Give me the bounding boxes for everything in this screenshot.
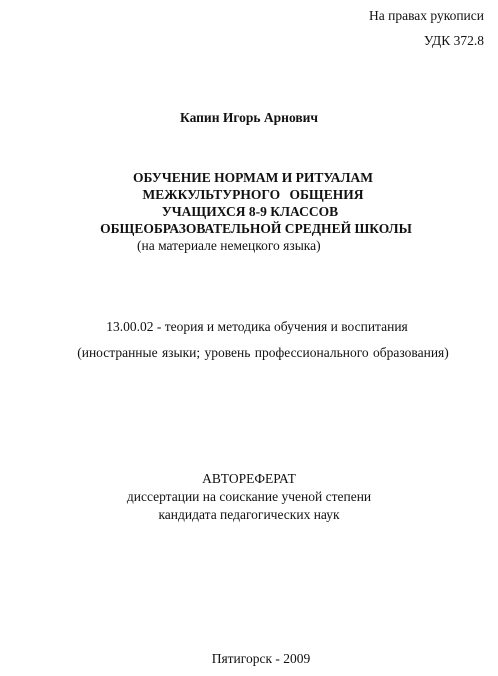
udc-code: УДК 372.8 bbox=[423, 33, 484, 48]
manuscript-rights-note: На правах рукописи bbox=[368, 8, 484, 23]
title-line-2: МЕЖКУЛЬТУРНОГО ОБЩЕНИЯ bbox=[142, 187, 364, 202]
title-line-3: УЧАЩИХСЯ 8-9 КЛАССОВ bbox=[161, 204, 339, 219]
abstract-field-line: кандидата педагогических наук bbox=[158, 507, 340, 522]
abstract-degree-line: диссертации на соискание ученой степени bbox=[126, 489, 372, 504]
specialty-detail: (иностранные языки; уровень профессионального образования) bbox=[77, 345, 449, 360]
title-line-1: ОБУЧЕНИЕ НОРМАМ И РИТУАЛАМ bbox=[132, 170, 373, 185]
dissertation-title bbox=[0, 169, 498, 254]
author-name: Капин Игорь Арнович bbox=[179, 110, 319, 125]
abstract-heading: АВТОРЕФЕРАТ bbox=[202, 471, 296, 486]
place-and-year: Пятигорск - 2009 bbox=[211, 651, 311, 666]
specialty-code: 13.00.02 - теория и методика обучения и воспитания bbox=[106, 319, 408, 334]
title-line-4: ОБЩЕОБРАЗОВАТЕЛЬНОЙ СРЕДНЕЙ ШКОЛЫ bbox=[100, 221, 412, 236]
title-subtitle: (на материале немецкого языка) bbox=[137, 238, 321, 253]
